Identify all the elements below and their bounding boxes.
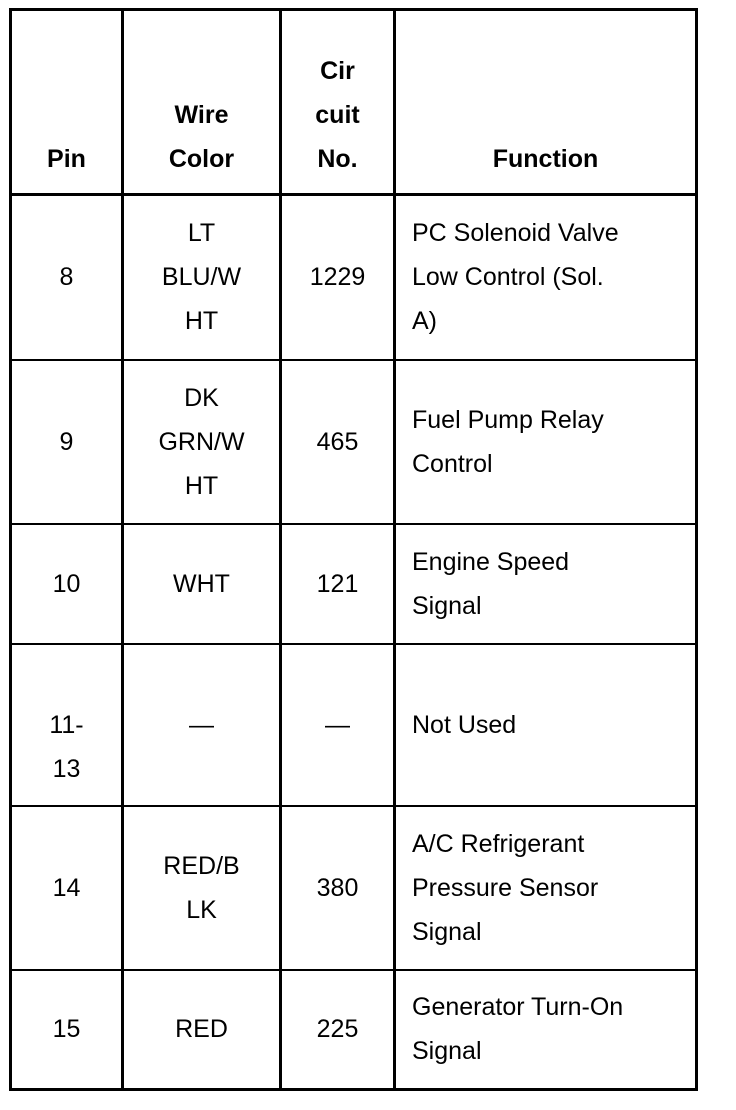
function-cell: PC Solenoid Valve Low Control (Sol. A) (395, 195, 697, 360)
pin-cell: 10 (11, 524, 123, 644)
wire-color-cell: DK GRN/W HT (123, 360, 281, 524)
header-wire-color: Wire Color (123, 10, 281, 195)
pin-table (9, 8, 698, 1091)
table-row (11, 524, 697, 644)
wire-color-cell: LT BLU/W HT (123, 195, 281, 360)
function-cell: Generator Turn-On Signal (395, 970, 697, 1090)
table-row (11, 806, 697, 970)
wire-color-cell: RED (123, 970, 281, 1090)
header-pin: Pin (11, 10, 123, 195)
function-cell: Not Used (395, 644, 697, 806)
circuit-no-cell: — (281, 644, 395, 806)
pin-cell: 14 (11, 806, 123, 970)
circuit-no-cell: 225 (281, 970, 395, 1090)
circuit-no-cell: 380 (281, 806, 395, 970)
pin-cell: 11- 13 (11, 644, 123, 806)
function-cell: Fuel Pump Relay Control (395, 360, 697, 524)
table-row (11, 970, 697, 1090)
pin-cell: 8 (11, 195, 123, 360)
wire-color-cell: WHT (123, 524, 281, 644)
wire-color-cell: — (123, 644, 281, 806)
pin-cell: 9 (11, 360, 123, 524)
circuit-no-cell: 121 (281, 524, 395, 644)
circuit-no-cell: 1229 (281, 195, 395, 360)
table-row (11, 360, 697, 524)
pin-cell: 15 (11, 970, 123, 1090)
circuit-no-cell: 465 (281, 360, 395, 524)
header-row (11, 10, 697, 195)
function-cell: A/C Refrigerant Pressure Sensor Signal (395, 806, 697, 970)
header-circuit-no: Cir cuit No. (281, 10, 395, 195)
table-row (11, 644, 697, 806)
function-cell: Engine Speed Signal (395, 524, 697, 644)
header-function: Function (395, 10, 697, 195)
table-row (11, 195, 697, 360)
wire-color-cell: RED/B LK (123, 806, 281, 970)
